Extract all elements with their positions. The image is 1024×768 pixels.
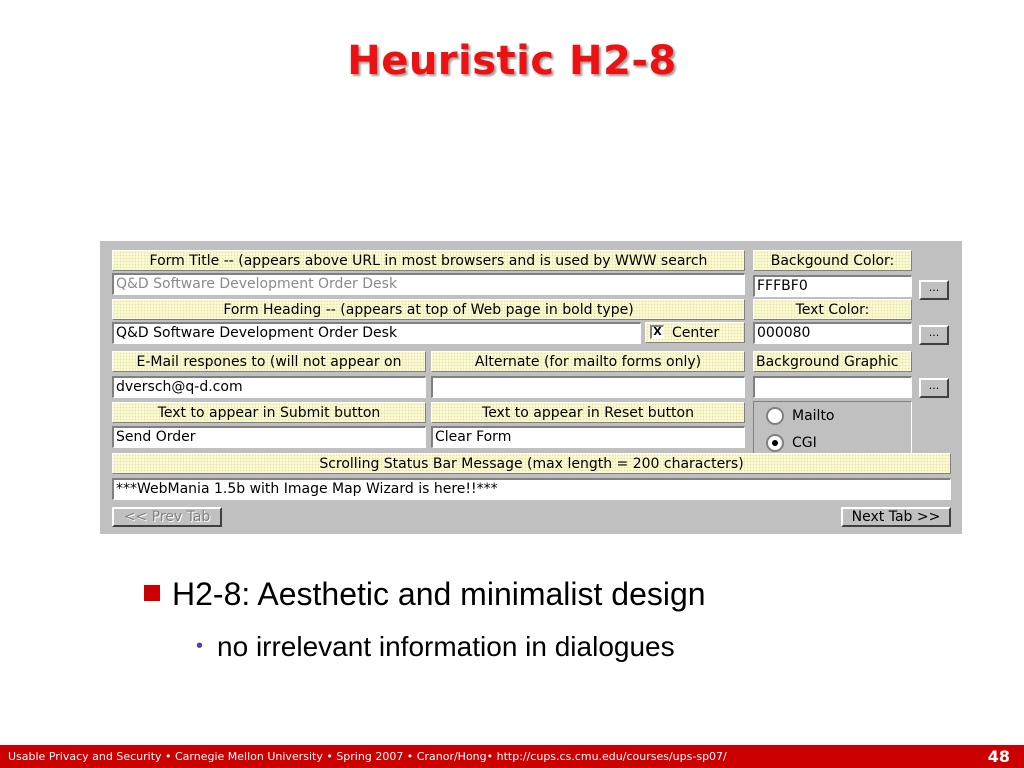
email-label: E-Mail respones to (will not appear on: [112, 351, 426, 372]
bg-graphic-browse-button[interactable]: ...: [919, 378, 949, 398]
form-heading-input[interactable]: Q&D Software Development Order Desk: [112, 322, 641, 344]
dot-bullet-icon: •: [196, 635, 204, 657]
bg-color-browse-button[interactable]: ...: [919, 280, 949, 300]
text-color-browse-button[interactable]: ...: [919, 325, 949, 345]
form-screenshot: [100, 241, 962, 534]
radio-mailto[interactable]: [766, 406, 896, 428]
footer-text: Usable Privacy and Security • Carnegie Mellon University • Spring 2007 • Cranor/Hong• http://cups.cs.cmu.edu/courses/ups-sp07/: [8, 750, 727, 763]
radio-cgi[interactable]: [766, 433, 896, 453]
square-bullet-icon: [144, 585, 160, 601]
form-title-input[interactable]: Q&D Software Development Order Desk: [112, 273, 745, 295]
center-checkbox[interactable]: [645, 322, 745, 343]
bullet2-text: no irrelevant information in dialogues: [217, 631, 675, 662]
radio-mailto-icon: [766, 407, 784, 425]
center-checkbox-label: Center: [672, 325, 720, 341]
bg-graphic-input[interactable]: [753, 376, 912, 398]
reset-text-input[interactable]: Clear Form: [431, 426, 745, 448]
form-heading-label: Form Heading -- (appears at top of Web page in bold type): [112, 299, 745, 320]
form-type-radio-group: [753, 401, 912, 453]
submit-text-input[interactable]: Send Order: [112, 426, 426, 448]
submit-text-label: Text to appear in Submit button: [112, 402, 426, 423]
reset-text-label: Text to appear in Reset button: [431, 402, 745, 423]
status-message-input[interactable]: ***WebMania 1.5b with Image Map Wizard is here!!***: [112, 478, 951, 500]
slide-title: Heuristic H2-8: [347, 38, 677, 84]
form-title-label: Form Title -- (appears above URL in most browsers and is used by WWW search: [112, 250, 745, 271]
email-input[interactable]: dversch@q-d.com: [112, 376, 426, 398]
status-message-label: Scrolling Status Bar Message (max length = 200 characters): [112, 453, 951, 474]
bullet-level2: [196, 631, 675, 663]
bullet-level1: [144, 576, 706, 613]
check-icon: X: [650, 325, 664, 339]
bg-graphic-label: Background Graphic: [753, 351, 912, 372]
bg-color-label: Backgound Color:: [753, 250, 912, 271]
radio-mailto-label: Mailto: [792, 408, 835, 424]
bullet1-text: H2-8: Aesthetic and minimalist design: [172, 576, 706, 612]
radio-cgi-icon: [766, 434, 784, 452]
page-number: 48: [987, 747, 1010, 766]
next-tab-button[interactable]: Next Tab >>: [841, 507, 951, 527]
footer-bar: [0, 745, 1024, 768]
alternate-input[interactable]: [431, 376, 745, 398]
alternate-label: Alternate (for mailto forms only): [431, 351, 745, 372]
prev-tab-button[interactable]: << Prev Tab: [112, 507, 222, 527]
bg-color-input[interactable]: FFFBF0: [753, 275, 912, 297]
radio-cgi-label: CGI: [792, 435, 817, 451]
text-color-input[interactable]: 000080: [753, 322, 912, 344]
text-color-label: Text Color:: [753, 299, 912, 320]
